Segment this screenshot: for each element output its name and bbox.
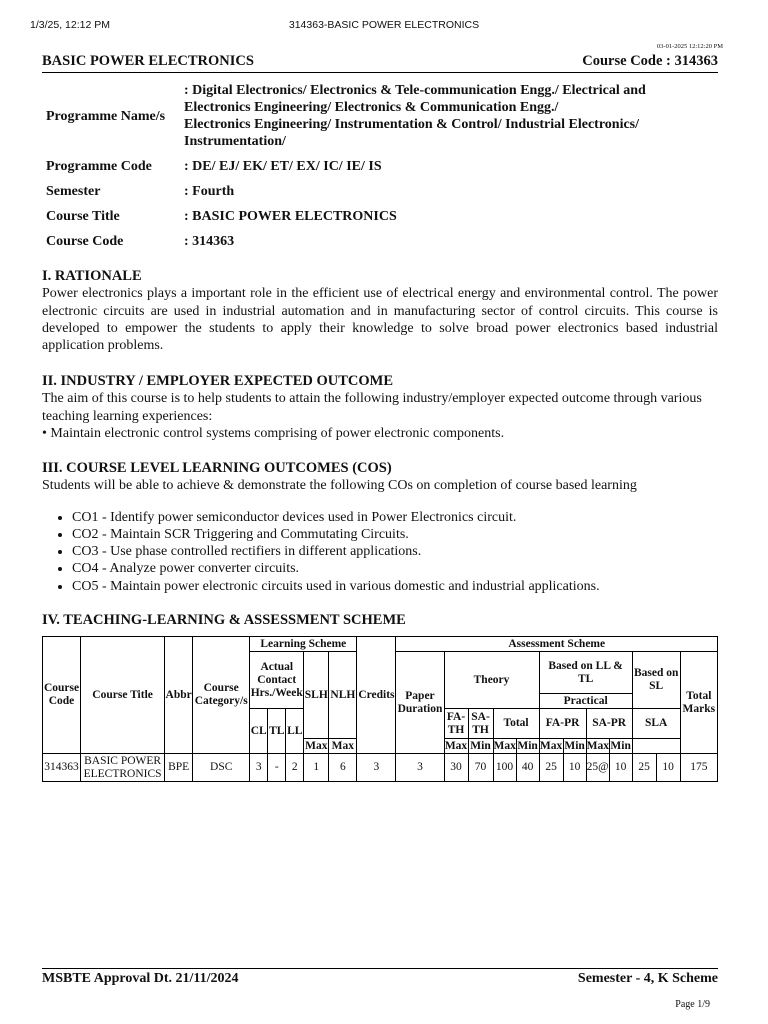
programme-name-value — [180, 78, 718, 154]
header-slh: SLH — [304, 652, 329, 739]
list-item: • CO5 - Maintain power electronic circuits used in various domestic and industrial applications. — [72, 578, 718, 595]
header-cl: CL — [250, 709, 268, 754]
programme-code-row — [42, 154, 718, 179]
programme-code-value: : DE/ EJ/ EK/ ET/ EX/ IC/ IE/ IS — [184, 159, 382, 174]
expected-outcome-text: The aim of this course is to help students to attain the following industry/employer expected outcome through various teaching learning experiences: — [42, 391, 702, 424]
header-credits: Credits — [357, 637, 396, 754]
course-code-label: Course Code — [46, 234, 124, 249]
programme-name-line: Electronics Engineering/ Electronics & Communication Engg./ — [184, 100, 559, 115]
cell-tl: - — [268, 754, 286, 782]
teaching-assessment-scheme-table — [42, 636, 718, 782]
header-sla: SLA — [632, 709, 680, 739]
header-max: Max — [493, 739, 516, 752]
cell-total-min: 40 — [516, 754, 539, 782]
course-title-row — [42, 204, 718, 229]
programme-name-line: Instrumentation/ — [184, 134, 286, 149]
header-max: Max — [539, 739, 563, 752]
header-learning-scheme: Learning Scheme — [250, 637, 357, 652]
table-row — [43, 754, 718, 782]
scheme-section — [42, 612, 718, 629]
cell-sla-max: 25 — [632, 754, 656, 782]
generated-time: 03-01-2025 12:12:20 PM — [656, 43, 723, 50]
rationale-heading: I. RATIONALE — [42, 268, 142, 284]
header-min: Min — [564, 739, 585, 752]
header-max: Max — [305, 739, 328, 752]
header-fa-pr: FA-PR — [539, 709, 586, 739]
cell-total-max: 100 — [493, 754, 516, 782]
header-ll: LL — [286, 709, 304, 754]
list-item: • CO4 - Analyze power converter circuits. — [72, 560, 718, 577]
cell-ll: 2 — [286, 754, 304, 782]
header-total-marks: Total Marks — [680, 652, 717, 754]
header-based-on-ll-tl: Based on LL & TL — [539, 652, 632, 694]
scheme-heading: IV. TEACHING-LEARNING & ASSESSMENT SCHEME — [42, 612, 406, 628]
course-title-bar — [42, 53, 718, 73]
rationale-section — [42, 268, 718, 354]
expected-outcome-heading: II. INDUSTRY / EMPLOYER EXPECTED OUTCOME — [42, 373, 394, 389]
header-min: Min — [517, 739, 538, 752]
cell-credits: 3 — [357, 754, 396, 782]
semester-scheme: Semester - 4, K Scheme — [577, 971, 718, 986]
page-footer — [42, 968, 718, 987]
print-title: 314363-BASIC POWER ELECTRONICS — [288, 19, 480, 31]
cell-slh: 1 — [304, 754, 329, 782]
programme-name-line: : Digital Electronics/ Electronics & Tele-communication Engg./ Electrical and — [184, 83, 646, 98]
programme-info-table — [42, 78, 718, 254]
rationale-text: Power electronics plays a important role in the efficient use of electrical energy and environmental control. The power electronic circuits are used in industrial automation and in manufacturing sector of control circuits. This course is developed to empower the students to apply their knowledge to solve broad power electronics based industrial application problems. — [42, 286, 718, 354]
header-min: Min — [610, 739, 631, 752]
header-paper-duration: Paper Duration — [396, 652, 444, 754]
course-code-value: : 314363 — [184, 234, 235, 249]
semester-value: : Fourth — [184, 184, 235, 199]
semester-label: Semester — [46, 184, 101, 199]
programme-code-label: Programme Code — [46, 159, 152, 174]
list-item: • CO2 - Maintain SCR Triggering and Commutating Circuits. — [72, 526, 718, 543]
header-category: Course Category/s — [193, 637, 250, 754]
print-header — [30, 19, 738, 33]
cell-fa-pr-max: 25 — [539, 754, 563, 782]
page-number: Page 1/9 — [675, 999, 710, 1010]
programme-name-label: Programme Name/s — [46, 108, 166, 124]
cell-category: DSC — [193, 754, 250, 782]
expected-outcome-bullet: • Maintain electronic control systems comprising of power electronic components. — [42, 425, 505, 441]
approval-date: MSBTE Approval Dt. 21/11/2024 — [42, 971, 239, 986]
header-practical: Practical — [539, 694, 632, 709]
cell-nlh: 6 — [329, 754, 357, 782]
course-name-heading: BASIC POWER ELECTRONICS — [42, 53, 254, 69]
course-code-heading: Course Code : 314363 — [582, 53, 718, 69]
cell-total-marks: 175 — [680, 754, 717, 782]
course-outcomes-intro: Students will be able to achieve & demonstrate the following COs on completion of course based learning — [42, 478, 637, 494]
header-theory-total: Total — [493, 709, 539, 739]
header-max: Max — [586, 739, 609, 752]
course-outcomes-list — [42, 509, 718, 595]
cell-paper-duration: 3 — [396, 754, 444, 782]
list-item: • CO1 - Identify power semiconductor devices used in Power Electronics circuit. — [72, 509, 718, 526]
cell-course-code: 314363 — [43, 754, 81, 782]
header-based-on-sl: Based on SL — [632, 652, 680, 709]
print-timestamp: 1/3/25, 12:12 PM — [30, 19, 110, 31]
header-abbr: Abbr — [165, 637, 193, 754]
header-course-title: Course Title — [81, 637, 165, 754]
course-title-label: Course Title — [46, 209, 120, 224]
header-min: Min — [468, 739, 493, 754]
cell-abbr: BPE — [165, 754, 193, 782]
programme-name-line: Electronics Engineering/ Instrumentation & Control/ Industrial Electronics/ — [184, 117, 640, 132]
cell-sa-pr-max: 25@ — [586, 754, 609, 782]
cell-fa-th-max: 30 — [444, 754, 468, 782]
header-theory: Theory — [444, 652, 539, 709]
cell-sa-pr-min: 10 — [609, 754, 632, 782]
cell-sla-min: 10 — [656, 754, 680, 782]
header-actual-contact: Actual Contact Hrs./Week — [250, 652, 304, 709]
header-course-code: Course Code — [43, 637, 81, 754]
list-item: • CO3 - Use phase controlled rectifiers in different applications. — [72, 543, 718, 560]
header-nlh: NLH — [329, 652, 357, 739]
cell-sa-th-max: 70 — [468, 754, 493, 782]
programme-name-row — [42, 78, 718, 154]
header-max: Max — [329, 739, 357, 754]
course-outcomes-section — [42, 460, 718, 595]
course-title-value: : BASIC POWER ELECTRONICS — [184, 209, 397, 224]
course-code-row — [42, 229, 718, 254]
header-max: Max — [444, 739, 468, 752]
header-tl: TL — [268, 709, 286, 754]
header-sa-pr: SA-PR — [586, 709, 632, 739]
cell-fa-pr-min: 10 — [563, 754, 586, 782]
expected-outcome-section — [42, 373, 718, 442]
course-outcomes-heading: III. COURSE LEVEL LEARNING OUTCOMES (COS) — [42, 460, 392, 476]
header-fa-th: FA-TH — [444, 709, 468, 739]
header-sa-th: SA-TH — [468, 709, 493, 739]
header-assessment-scheme: Assessment Scheme — [396, 637, 718, 652]
cell-course-title: BASIC POWER ELECTRONICS — [81, 754, 165, 782]
cell-cl: 3 — [250, 754, 268, 782]
semester-row — [42, 179, 718, 204]
